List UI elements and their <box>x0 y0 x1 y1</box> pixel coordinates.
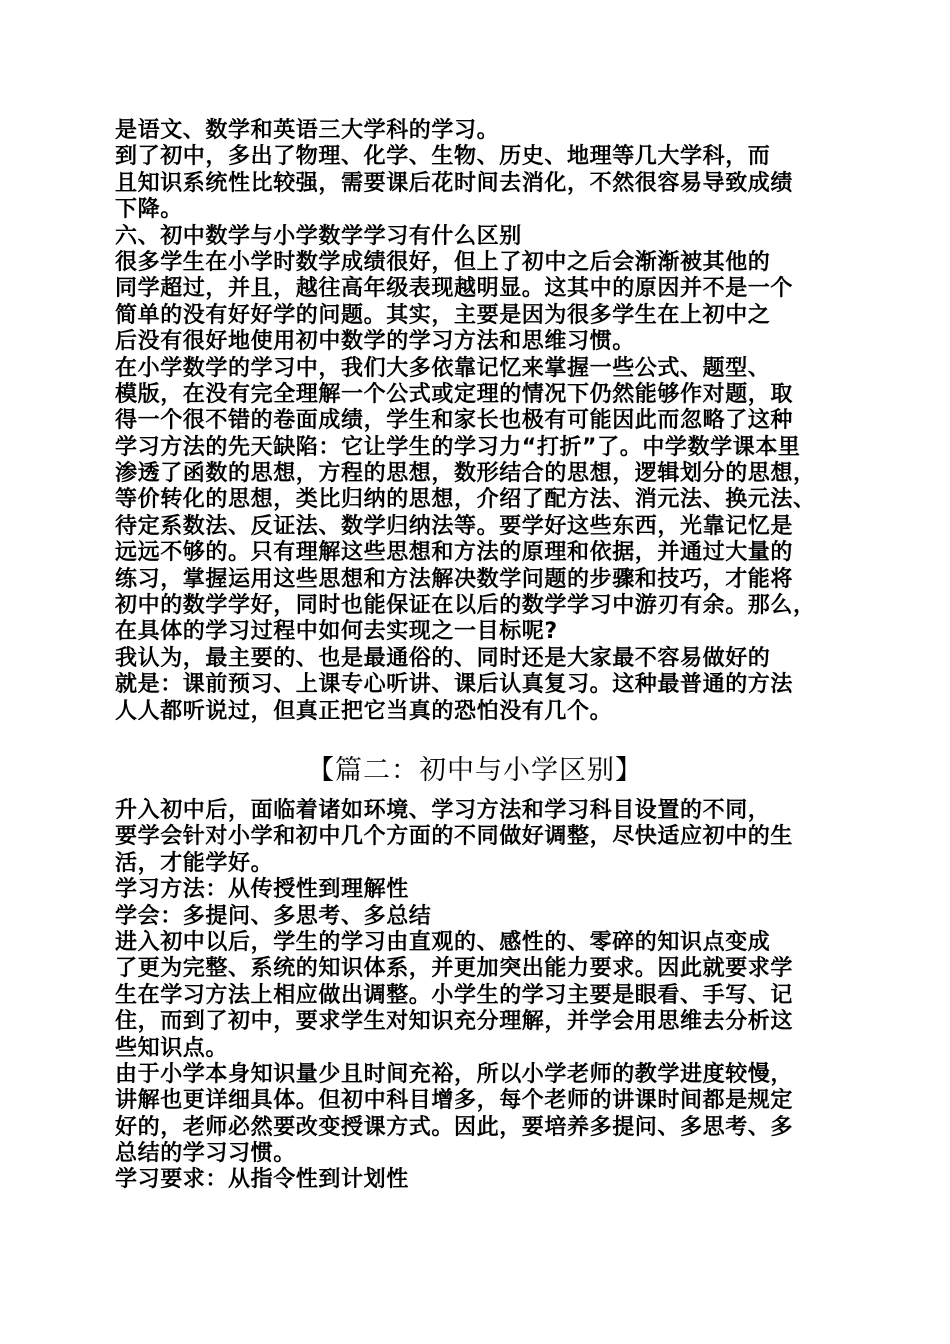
text-line: 进入初中以后，学生的学习由直观的、感性的、零碎的知识点变成 <box>115 929 771 955</box>
text-line: 是语文、数学和英语三大学科的学习。 <box>115 118 500 143</box>
text-line: 下降。 <box>115 197 183 223</box>
text-line: 等价转化的思想，类比归纳的思想，介绍了配方法、消元法、换元法、 <box>115 487 816 513</box>
text-line: 学习方法：从传授性到理解性 <box>115 877 409 903</box>
text-line: 待定系数法、反证法、数学归纳法等。要学好这些东西，光靠记忆是 <box>115 513 794 539</box>
text-line: 初中的数学学好，同时也能保证在以后的数学学习中游刃有余。那么， <box>115 593 816 619</box>
body-text-section-2 <box>115 798 850 1194</box>
section-title: 【篇二：初中与小学区别】 <box>307 755 643 786</box>
text-line: 在具体的学习过程中如何去实现之一目标呢? <box>115 619 558 645</box>
text-line: 些知识点。 <box>115 1035 229 1061</box>
text-line: 学习要求：从指令性到计划性 <box>115 1167 409 1193</box>
text-line: 我认为，最主要的、也是最通俗的、同时还是大家最不容易做好的 <box>115 645 771 671</box>
text-line: 总结的学习习惯。 <box>115 1141 296 1167</box>
text-line: 学习方法的先天缺陷：它让学生的学习力“打折”了。中学数学课本里 <box>115 434 801 460</box>
text-line: 到了初中，多出了物理、化学、生物、历史、地理等几大学科，而 <box>115 144 771 170</box>
text-line: 且知识系统性比较强，需要课后花时间去消化，不然很容易导致成绩 <box>115 170 794 196</box>
text-line: 后没有很好地使用初中数学的学习方法和思维习惯。 <box>115 329 635 355</box>
text-line: 由于小学本身知识量少且时间充裕，所以小学老师的教学进度较慢， <box>115 1061 794 1087</box>
text-line: 就是：课前预习、上课专心听讲、课后认真复习。这种最普通的方法 <box>115 672 794 698</box>
text-line: 远远不够的。只有理解这些思想和方法的原理和依据，并通过大量的 <box>115 540 794 566</box>
text-line: 活，才能学好。 <box>115 850 274 876</box>
text-line: 同学超过，并且，越往高年级表现越明显。这其中的原因并不是一个 <box>115 276 794 302</box>
text-line: 升入初中后，面临着诸如环境、学习方法和学习科目设置的不同， <box>115 798 771 823</box>
text-line: 六、初中数学与小学数学学习有什么区别 <box>115 223 522 249</box>
text-line: 生在学习方法上相应做出调整。小学生的学习主要是眼看、手写、记 <box>115 982 794 1008</box>
text-line: 简单的没有好好学的问题。其实，主要是因为很多学生在上初中之 <box>115 302 771 328</box>
text-line: 讲解也更详细具体。但初中科目增多，每个老师的讲课时间都是规定 <box>115 1088 794 1114</box>
text-line: 在小学数学的学习中，我们大多依靠记忆来掌握一些公式、题型、 <box>115 355 771 381</box>
text-line: 人人都听说过，但真正把它当真的恐怕没有几个。 <box>115 698 613 724</box>
text-line: 很多学生在小学时数学成绩很好，但上了初中之后会渐渐被其他的 <box>115 249 771 275</box>
text-line: 住，而到了初中，要求学生对知识充分理解，并学会用思维去分析这 <box>115 1009 794 1035</box>
text-line: 了更为完整、系统的知识体系，并更加突出能力要求。因此就要求学 <box>115 956 794 982</box>
text-line: 要学会针对小学和初中几个方面的不同做好调整，尽快适应初中的生 <box>115 824 794 850</box>
text-line: 得一个很不错的卷面成绩，学生和家长也极有可能因此而忽略了这种 <box>115 408 794 434</box>
text-line: 学会：多提问、多思考、多总结 <box>115 903 432 929</box>
text-line: 练习，掌握运用这些思想和方法解决数学问题的步骤和技巧，才能将 <box>115 566 794 592</box>
body-text-section-1 <box>115 118 850 725</box>
text-line: 渗透了函数的思想，方程的思想，数形结合的思想，逻辑划分的思想， <box>115 461 816 487</box>
text-line: 好的，老师必然要改变授课方式。因此，要培养多提问、多思考、多 <box>115 1114 794 1140</box>
text-line: 模版，在没有完全理解一个公式或定理的情况下仍然能够作对题，取 <box>115 381 794 407</box>
